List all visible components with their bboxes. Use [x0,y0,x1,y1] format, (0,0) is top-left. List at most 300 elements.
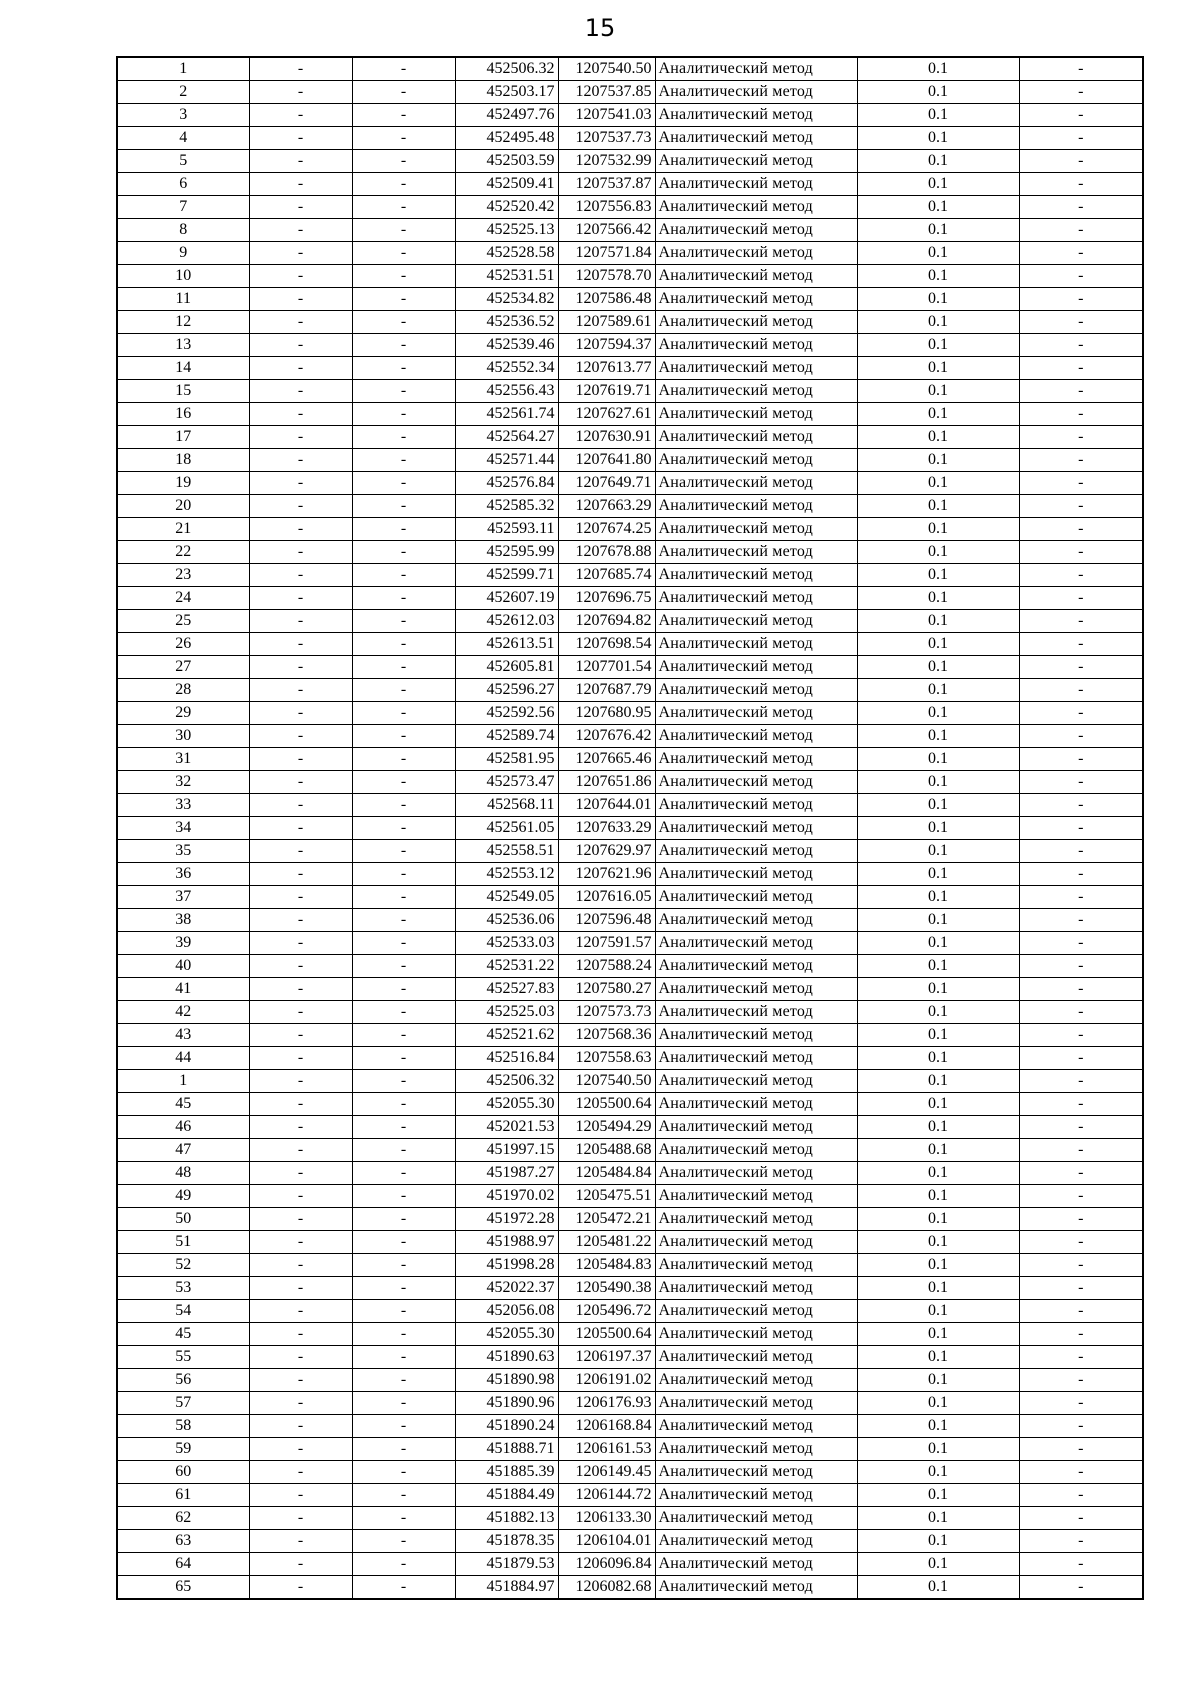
table-row [117,679,1143,702]
accuracy-cell: 0.1 [857,771,1019,794]
point-number-cell: 60 [117,1461,249,1484]
point-number-cell: 55 [117,1346,249,1369]
accuracy-cell: 0.1 [857,1346,1019,1369]
dash-cell: - [1019,472,1143,495]
accuracy-cell: 0.1 [857,656,1019,679]
dash-cell: - [352,1024,455,1047]
x-coordinate-cell: 452506.32 [455,1070,558,1093]
method-cell: Аналитический метод [655,196,857,219]
y-coordinate-cell: 1207687.79 [558,679,655,702]
y-coordinate-cell: 1206168.84 [558,1415,655,1438]
dash-cell: - [1019,840,1143,863]
accuracy-cell: 0.1 [857,495,1019,518]
method-cell: Аналитический метод [655,219,857,242]
point-number-cell: 37 [117,886,249,909]
method-cell: Аналитический метод [655,403,857,426]
x-coordinate-cell: 451972.28 [455,1208,558,1231]
accuracy-cell: 0.1 [857,403,1019,426]
y-coordinate-cell: 1205490.38 [558,1277,655,1300]
table-row [117,1254,1143,1277]
method-cell: Аналитический метод [655,1116,857,1139]
dash-cell: - [249,403,352,426]
table-row [117,1507,1143,1530]
method-cell: Аналитический метод [655,426,857,449]
dash-cell: - [1019,242,1143,265]
point-number-cell: 18 [117,449,249,472]
method-cell: Аналитический метод [655,1461,857,1484]
point-number-cell: 30 [117,725,249,748]
point-number-cell: 16 [117,403,249,426]
table-row [117,1346,1143,1369]
y-coordinate-cell: 1207616.05 [558,886,655,909]
point-number-cell: 19 [117,472,249,495]
dash-cell: - [249,771,352,794]
dash-cell: - [1019,1001,1143,1024]
point-number-cell: 23 [117,564,249,587]
accuracy-cell: 0.1 [857,1208,1019,1231]
method-cell: Аналитический метод [655,1484,857,1507]
coordinates-table-body [117,57,1143,1599]
table-row [117,265,1143,288]
method-cell: Аналитический метод [655,449,857,472]
dash-cell: - [1019,679,1143,702]
dash-cell: - [1019,541,1143,564]
point-number-cell: 36 [117,863,249,886]
method-cell: Аналитический метод [655,1507,857,1530]
point-number-cell: 20 [117,495,249,518]
x-coordinate-cell: 452561.05 [455,817,558,840]
table-row [117,1185,1143,1208]
table-row [117,725,1143,748]
method-cell: Аналитический метод [655,1369,857,1392]
dash-cell: - [352,1208,455,1231]
dash-cell: - [1019,265,1143,288]
method-cell: Аналитический метод [655,311,857,334]
point-number-cell: 22 [117,541,249,564]
dash-cell: - [352,1553,455,1576]
dash-cell: - [352,1392,455,1415]
table-row [117,909,1143,932]
table-row [117,1208,1143,1231]
x-coordinate-cell: 452599.71 [455,564,558,587]
accuracy-cell: 0.1 [857,1139,1019,1162]
dash-cell: - [249,334,352,357]
method-cell: Аналитический метод [655,1047,857,1070]
dash-cell: - [249,1484,352,1507]
table-row [117,81,1143,104]
table-row [117,656,1143,679]
dash-cell: - [1019,173,1143,196]
dash-cell: - [1019,380,1143,403]
x-coordinate-cell: 452497.76 [455,104,558,127]
method-cell: Аналитический метод [655,1024,857,1047]
point-number-cell: 48 [117,1162,249,1185]
dash-cell: - [249,426,352,449]
y-coordinate-cell: 1205484.83 [558,1254,655,1277]
x-coordinate-cell: 452613.51 [455,633,558,656]
y-coordinate-cell: 1206176.93 [558,1392,655,1415]
table-row [117,1392,1143,1415]
point-number-cell: 35 [117,840,249,863]
dash-cell: - [1019,1576,1143,1600]
accuracy-cell: 0.1 [857,1070,1019,1093]
dash-cell: - [1019,1116,1143,1139]
y-coordinate-cell: 1205472.21 [558,1208,655,1231]
point-number-cell: 50 [117,1208,249,1231]
x-coordinate-cell: 452055.30 [455,1323,558,1346]
method-cell: Аналитический метод [655,81,857,104]
method-cell: Аналитический метод [655,242,857,265]
point-number-cell: 61 [117,1484,249,1507]
accuracy-cell: 0.1 [857,1507,1019,1530]
dash-cell: - [1019,1300,1143,1323]
method-cell: Аналитический метод [655,541,857,564]
dash-cell: - [1019,748,1143,771]
dash-cell: - [352,1116,455,1139]
accuracy-cell: 0.1 [857,1553,1019,1576]
accuracy-cell: 0.1 [857,840,1019,863]
dash-cell: - [352,1369,455,1392]
point-number-cell: 49 [117,1185,249,1208]
dash-cell: - [352,219,455,242]
table-row [117,104,1143,127]
y-coordinate-cell: 1207619.71 [558,380,655,403]
x-coordinate-cell: 452553.12 [455,863,558,886]
point-number-cell: 63 [117,1530,249,1553]
method-cell: Аналитический метод [655,265,857,288]
dash-cell: - [352,57,455,81]
method-cell: Аналитический метод [655,863,857,886]
dash-cell: - [249,1576,352,1600]
dash-cell: - [249,357,352,380]
dash-cell: - [352,725,455,748]
table-row [117,472,1143,495]
point-number-cell: 8 [117,219,249,242]
y-coordinate-cell: 1207566.42 [558,219,655,242]
y-coordinate-cell: 1207680.95 [558,702,655,725]
y-coordinate-cell: 1207696.75 [558,587,655,610]
accuracy-cell: 0.1 [857,1369,1019,1392]
x-coordinate-cell: 452516.84 [455,1047,558,1070]
dash-cell: - [249,1070,352,1093]
x-coordinate-cell: 452528.58 [455,242,558,265]
dash-cell: - [352,610,455,633]
accuracy-cell: 0.1 [857,1093,1019,1116]
x-coordinate-cell: 452022.37 [455,1277,558,1300]
point-number-cell: 2 [117,81,249,104]
dash-cell: - [249,817,352,840]
method-cell: Аналитический метод [655,932,857,955]
point-number-cell: 24 [117,587,249,610]
y-coordinate-cell: 1207591.57 [558,932,655,955]
point-number-cell: 54 [117,1300,249,1323]
method-cell: Аналитический метод [655,357,857,380]
point-number-cell: 40 [117,955,249,978]
y-coordinate-cell: 1206197.37 [558,1346,655,1369]
dash-cell: - [1019,81,1143,104]
y-coordinate-cell: 1207663.29 [558,495,655,518]
y-coordinate-cell: 1206133.30 [558,1507,655,1530]
accuracy-cell: 0.1 [857,1438,1019,1461]
accuracy-cell: 0.1 [857,1323,1019,1346]
y-coordinate-cell: 1207613.77 [558,357,655,380]
x-coordinate-cell: 452534.82 [455,288,558,311]
dash-cell: - [1019,426,1143,449]
dash-cell: - [1019,610,1143,633]
dash-cell: - [352,380,455,403]
x-coordinate-cell: 452576.84 [455,472,558,495]
table-row [117,1162,1143,1185]
x-coordinate-cell: 451888.71 [455,1438,558,1461]
x-coordinate-cell: 452573.47 [455,771,558,794]
y-coordinate-cell: 1205488.68 [558,1139,655,1162]
x-coordinate-cell: 452527.83 [455,978,558,1001]
dash-cell: - [352,794,455,817]
method-cell: Аналитический метод [655,1001,857,1024]
point-number-cell: 42 [117,1001,249,1024]
y-coordinate-cell: 1207651.86 [558,771,655,794]
dash-cell: - [352,771,455,794]
dash-cell: - [249,610,352,633]
y-coordinate-cell: 1207540.50 [558,57,655,81]
x-coordinate-cell: 452536.06 [455,909,558,932]
y-coordinate-cell: 1207698.54 [558,633,655,656]
dash-cell: - [352,1415,455,1438]
accuracy-cell: 0.1 [857,794,1019,817]
point-number-cell: 51 [117,1231,249,1254]
table-row [117,334,1143,357]
dash-cell: - [249,1139,352,1162]
method-cell: Аналитический метод [655,1208,857,1231]
point-number-cell: 5 [117,150,249,173]
x-coordinate-cell: 452021.53 [455,1116,558,1139]
method-cell: Аналитический метод [655,380,857,403]
x-coordinate-cell: 451878.35 [455,1530,558,1553]
method-cell: Аналитический метод [655,472,857,495]
accuracy-cell: 0.1 [857,541,1019,564]
dash-cell: - [352,1576,455,1600]
x-coordinate-cell: 451987.27 [455,1162,558,1185]
point-number-cell: 64 [117,1553,249,1576]
table-row [117,357,1143,380]
y-coordinate-cell: 1206161.53 [558,1438,655,1461]
dash-cell: - [249,1162,352,1185]
point-number-cell: 12 [117,311,249,334]
point-number-cell: 17 [117,426,249,449]
point-number-cell: 6 [117,173,249,196]
dash-cell: - [249,541,352,564]
x-coordinate-cell: 452531.22 [455,955,558,978]
point-number-cell: 45 [117,1093,249,1116]
y-coordinate-cell: 1206082.68 [558,1576,655,1600]
method-cell: Аналитический метод [655,1438,857,1461]
dash-cell: - [352,909,455,932]
dash-cell: - [352,1438,455,1461]
dash-cell: - [352,288,455,311]
table-row [117,1139,1143,1162]
accuracy-cell: 0.1 [857,426,1019,449]
dash-cell: - [352,817,455,840]
dash-cell: - [1019,656,1143,679]
method-cell: Аналитический метод [655,771,857,794]
point-number-cell: 7 [117,196,249,219]
y-coordinate-cell: 1205500.64 [558,1093,655,1116]
point-number-cell: 47 [117,1139,249,1162]
dash-cell: - [1019,725,1143,748]
method-cell: Аналитический метод [655,57,857,81]
accuracy-cell: 0.1 [857,610,1019,633]
dash-cell: - [249,840,352,863]
accuracy-cell: 0.1 [857,104,1019,127]
x-coordinate-cell: 452571.44 [455,449,558,472]
y-coordinate-cell: 1205475.51 [558,1185,655,1208]
y-coordinate-cell: 1207649.71 [558,472,655,495]
point-number-cell: 52 [117,1254,249,1277]
dash-cell: - [1019,633,1143,656]
dash-cell: - [1019,1254,1143,1277]
accuracy-cell: 0.1 [857,265,1019,288]
dash-cell: - [352,1323,455,1346]
table-row [117,1484,1143,1507]
table-row [117,242,1143,265]
x-coordinate-cell: 452596.27 [455,679,558,702]
dash-cell: - [249,702,352,725]
dash-cell: - [249,1208,352,1231]
table-row [117,57,1143,81]
dash-cell: - [249,1415,352,1438]
dash-cell: - [1019,1484,1143,1507]
y-coordinate-cell: 1207586.48 [558,288,655,311]
method-cell: Аналитический метод [655,840,857,863]
dash-cell: - [1019,1392,1143,1415]
dash-cell: - [352,748,455,771]
method-cell: Аналитический метод [655,1300,857,1323]
accuracy-cell: 0.1 [857,311,1019,334]
dash-cell: - [249,679,352,702]
x-coordinate-cell: 452585.32 [455,495,558,518]
x-coordinate-cell: 452503.17 [455,81,558,104]
dash-cell: - [249,863,352,886]
y-coordinate-cell: 1207537.87 [558,173,655,196]
table-row [117,495,1143,518]
method-cell: Аналитический метод [655,1093,857,1116]
dash-cell: - [352,978,455,1001]
point-number-cell: 43 [117,1024,249,1047]
point-number-cell: 13 [117,334,249,357]
x-coordinate-cell: 452581.95 [455,748,558,771]
point-number-cell: 57 [117,1392,249,1415]
point-number-cell: 3 [117,104,249,127]
method-cell: Аналитический метод [655,886,857,909]
dash-cell: - [1019,587,1143,610]
dash-cell: - [249,495,352,518]
table-row [117,955,1143,978]
dash-cell: - [249,1093,352,1116]
dash-cell: - [352,840,455,863]
x-coordinate-cell: 452506.32 [455,57,558,81]
dash-cell: - [249,150,352,173]
x-coordinate-cell: 452558.51 [455,840,558,863]
accuracy-cell: 0.1 [857,173,1019,196]
point-number-cell: 38 [117,909,249,932]
dash-cell: - [249,909,352,932]
dash-cell: - [1019,1024,1143,1047]
y-coordinate-cell: 1207685.74 [558,564,655,587]
dash-cell: - [249,219,352,242]
y-coordinate-cell: 1207588.24 [558,955,655,978]
dash-cell: - [352,1139,455,1162]
accuracy-cell: 0.1 [857,1277,1019,1300]
y-coordinate-cell: 1207556.83 [558,196,655,219]
dash-cell: - [1019,1231,1143,1254]
y-coordinate-cell: 1207596.48 [558,909,655,932]
table-row [117,288,1143,311]
accuracy-cell: 0.1 [857,242,1019,265]
dash-cell: - [249,265,352,288]
point-number-cell: 32 [117,771,249,794]
accuracy-cell: 0.1 [857,472,1019,495]
method-cell: Аналитический метод [655,656,857,679]
table-row [117,886,1143,909]
point-number-cell: 34 [117,817,249,840]
dash-cell: - [249,104,352,127]
table-row [117,219,1143,242]
dash-cell: - [352,334,455,357]
accuracy-cell: 0.1 [857,863,1019,886]
y-coordinate-cell: 1207568.36 [558,1024,655,1047]
table-row [117,127,1143,150]
y-coordinate-cell: 1207630.91 [558,426,655,449]
table-row [117,1070,1143,1093]
method-cell: Аналитический метод [655,173,857,196]
method-cell: Аналитический метод [655,794,857,817]
dash-cell: - [249,633,352,656]
table-row [117,1369,1143,1392]
x-coordinate-cell: 451884.97 [455,1576,558,1600]
method-cell: Аналитический метод [655,1254,857,1277]
y-coordinate-cell: 1207665.46 [558,748,655,771]
y-coordinate-cell: 1207701.54 [558,656,655,679]
method-cell: Аналитический метод [655,587,857,610]
dash-cell: - [249,288,352,311]
y-coordinate-cell: 1205494.29 [558,1116,655,1139]
x-coordinate-cell: 452525.03 [455,1001,558,1024]
dash-cell: - [1019,403,1143,426]
dash-cell: - [1019,909,1143,932]
y-coordinate-cell: 1205484.84 [558,1162,655,1185]
point-number-cell: 39 [117,932,249,955]
method-cell: Аналитический метод [655,978,857,1001]
dash-cell: - [1019,449,1143,472]
y-coordinate-cell: 1205500.64 [558,1323,655,1346]
x-coordinate-cell: 452533.03 [455,932,558,955]
accuracy-cell: 0.1 [857,1415,1019,1438]
y-coordinate-cell: 1207540.50 [558,1070,655,1093]
page-number: 15 [584,14,616,42]
table-row [117,817,1143,840]
y-coordinate-cell: 1207678.88 [558,541,655,564]
table-row [117,150,1143,173]
dash-cell: - [249,1231,352,1254]
x-coordinate-cell: 452556.43 [455,380,558,403]
dash-cell: - [1019,288,1143,311]
dash-cell: - [1019,1369,1143,1392]
dash-cell: - [249,1047,352,1070]
y-coordinate-cell: 1206149.45 [558,1461,655,1484]
accuracy-cell: 0.1 [857,702,1019,725]
method-cell: Аналитический метод [655,1323,857,1346]
point-number-cell: 4 [117,127,249,150]
